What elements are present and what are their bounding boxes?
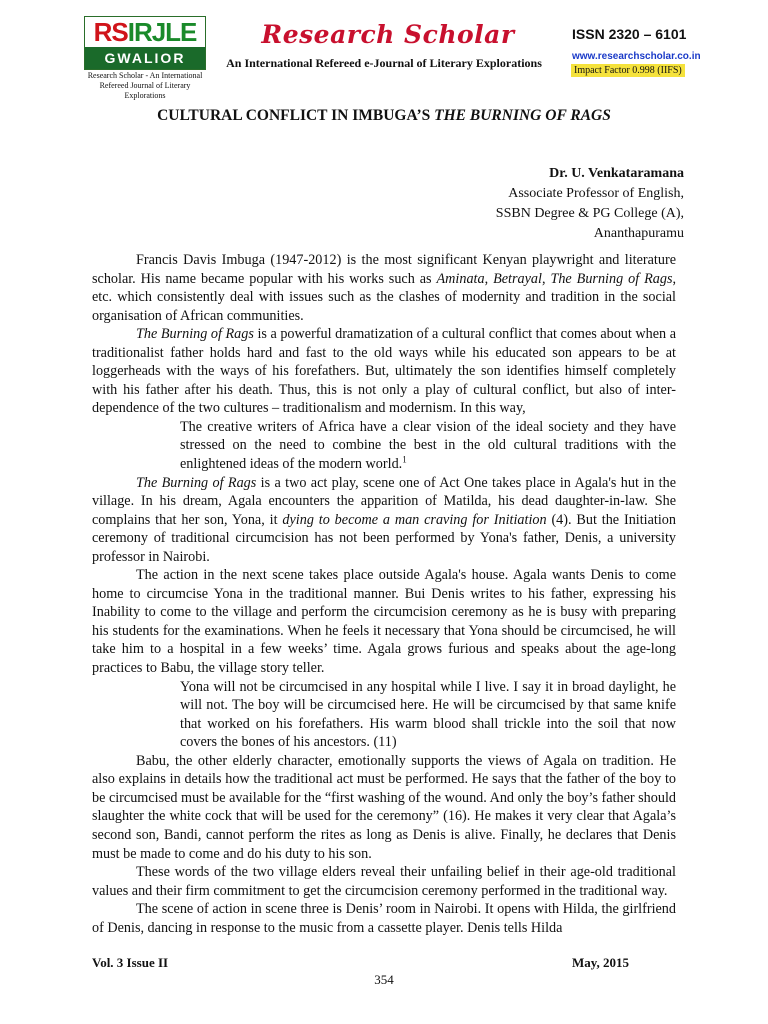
paragraph-1 [92,251,676,325]
p1-italic-burning: The Burning of Rags [550,270,673,287]
p1-text-a: Francis Davis Imbuga (1947-2012) is the most significant Kenyan playwright and literature scholar. His name became popular with his works such as [92,252,676,287]
block-quote-2: Yona will not be circumcised in any hospital while I live. I say it in broad daylight, he will not. The boy will be circumcised here. He will be circumcised by that same knife that worked on his forefathers. His warm blood shall trickle into the soil that now covers the bones of his ancestors. (11) [180,678,676,751]
block-quote-1 [180,418,676,474]
article-title-italic: THE BURNING OF RAGS [434,107,611,124]
paragraph-2 [92,325,676,418]
journal-logo [84,16,206,70]
logo-irjle: IRJLE [127,17,197,47]
p1-text-c: , [541,270,551,287]
article-title [84,107,684,125]
article-body [92,251,676,937]
logo-wordmark [85,17,205,47]
journal-website-link[interactable]: www.researchscholar.co.in [572,51,701,62]
p3-text-b: (4). But the Initiation ceremony of traditional circumcision has not been performed by Yona's father, Denis, a university professor in Nairobi. [92,511,676,565]
footer-date: May, 2015 [572,955,630,970]
p3-italic-quote: dying to become a man craving for Initiation [282,511,547,528]
paragraph-4: The action in the next scene takes place outside Agala's house. Agala wants Denis to come home to circumcise Yona in the traditional manner. Bui Denis writes to his father, expressing his Inability to come to the village and perform the circumcision ceremony as he is busy with preparing his students for the examinations. When he feels it necessary that Yona should be circumcised, he will take him to a hospital in a few weeks’ time. Agala grows furious and speaks about the age-long practices to Babu, the village story teller. [92,567,676,677]
journal-tagline: An International Refereed e-Journal of Literary Explorations [226,56,542,70]
paragraph-7: The scene of action in scene three is Denis’ room in Nairobi. It opens with Hilda, the girlfriend of Denis, dancing in response to the music from a cassette player. Denis tells Hilda [92,901,676,936]
issn-label: ISSN 2320 – 6101 [572,26,687,42]
p2-text: is a powerful dramatization of a cultural conflict that comes about when a traditionalist father holds hard and fast to the old ways while his educated son appears to be at loggerheads with the ways of his forefathers. But, ultimately the son identifies himself completely with his father after his death. Thus, this is not only a play of cultural conflict, but also of inter-dependence of the two cultures – traditionalism and modernism. In this way, [92,326,676,417]
logo-subtitle-line-2: Refereed Journal of Literary Explorations [99,81,191,100]
p1-text-d: , etc. which consistently deal with issues such as the clashes of modernity and tradition in the social organisation of African communities. [92,270,677,324]
footnote-marker: 1 [402,454,407,465]
p1-italic-aminata: Aminata [436,270,485,287]
p3-text-a: is a two act play, scene one of Act One takes place in Agala's hut in the village. In his dream, Agala encounters the apparition of Matilda, his dead daughter-in-law. She complains that her son, Yona, it [92,474,676,528]
author-college: SSBN Degree & PG College (A), [495,206,684,221]
logo-subtitle-line-1: Research Scholar - An International [87,71,203,80]
logo-subtitle [84,71,206,101]
logo-rs: RS [93,17,128,47]
paragraph-5: Babu, the other elderly character, emotionally supports the views of Agala on tradition. He also explains in details how the traditional act must be performed. He says that the father of the boy to be circumcised must be available for the “first washing of the wound. And only the boy’s father should slaughter the white cock that will be used for the ceremony” (16). He makes it very clear that Agala’s second son, Bandi, cannot perform the rites as long as Denis is alive. Finally, he declares that Denis must be made to come and do his duty to his son. [92,752,676,862]
journal-title: Research Scholar [261,20,515,49]
author-name: Dr. U. Venkataramana [549,166,684,181]
logo-city: GWALIOR [85,47,205,69]
author-city: Ananthapuramu [593,226,684,241]
author-role: Associate Professor of English, [508,186,684,201]
article-title-plain: CULTURAL CONFLICT IN IMBUGA’S [157,107,435,124]
p2-italic-title: The Burning of Rags [136,326,254,343]
page-number: 354 [374,972,394,987]
paragraph-6: These words of the two village elders reveal their unfailing belief in their age-old traditional values and their firm commitment to get the circumcision ceremony performed in the traditional way. [92,864,676,899]
impact-factor-badge: Impact Factor 0.998 (IIFS) [571,64,685,77]
p1-italic-betrayal: Betrayal [493,270,542,287]
quote-1-text: The creative writers of Africa have a clear vision of the ideal society and they have stressed on the need to combine the best in the old cultural traditions with the enlightened ideas of the modern world. [180,418,676,473]
p1-text-b: , [484,270,494,287]
author-block [496,164,684,244]
p3-italic-title: The Burning of Rags [136,474,257,491]
footer-volume: Vol. 3 Issue II [92,955,169,970]
paragraph-3 [92,474,676,567]
